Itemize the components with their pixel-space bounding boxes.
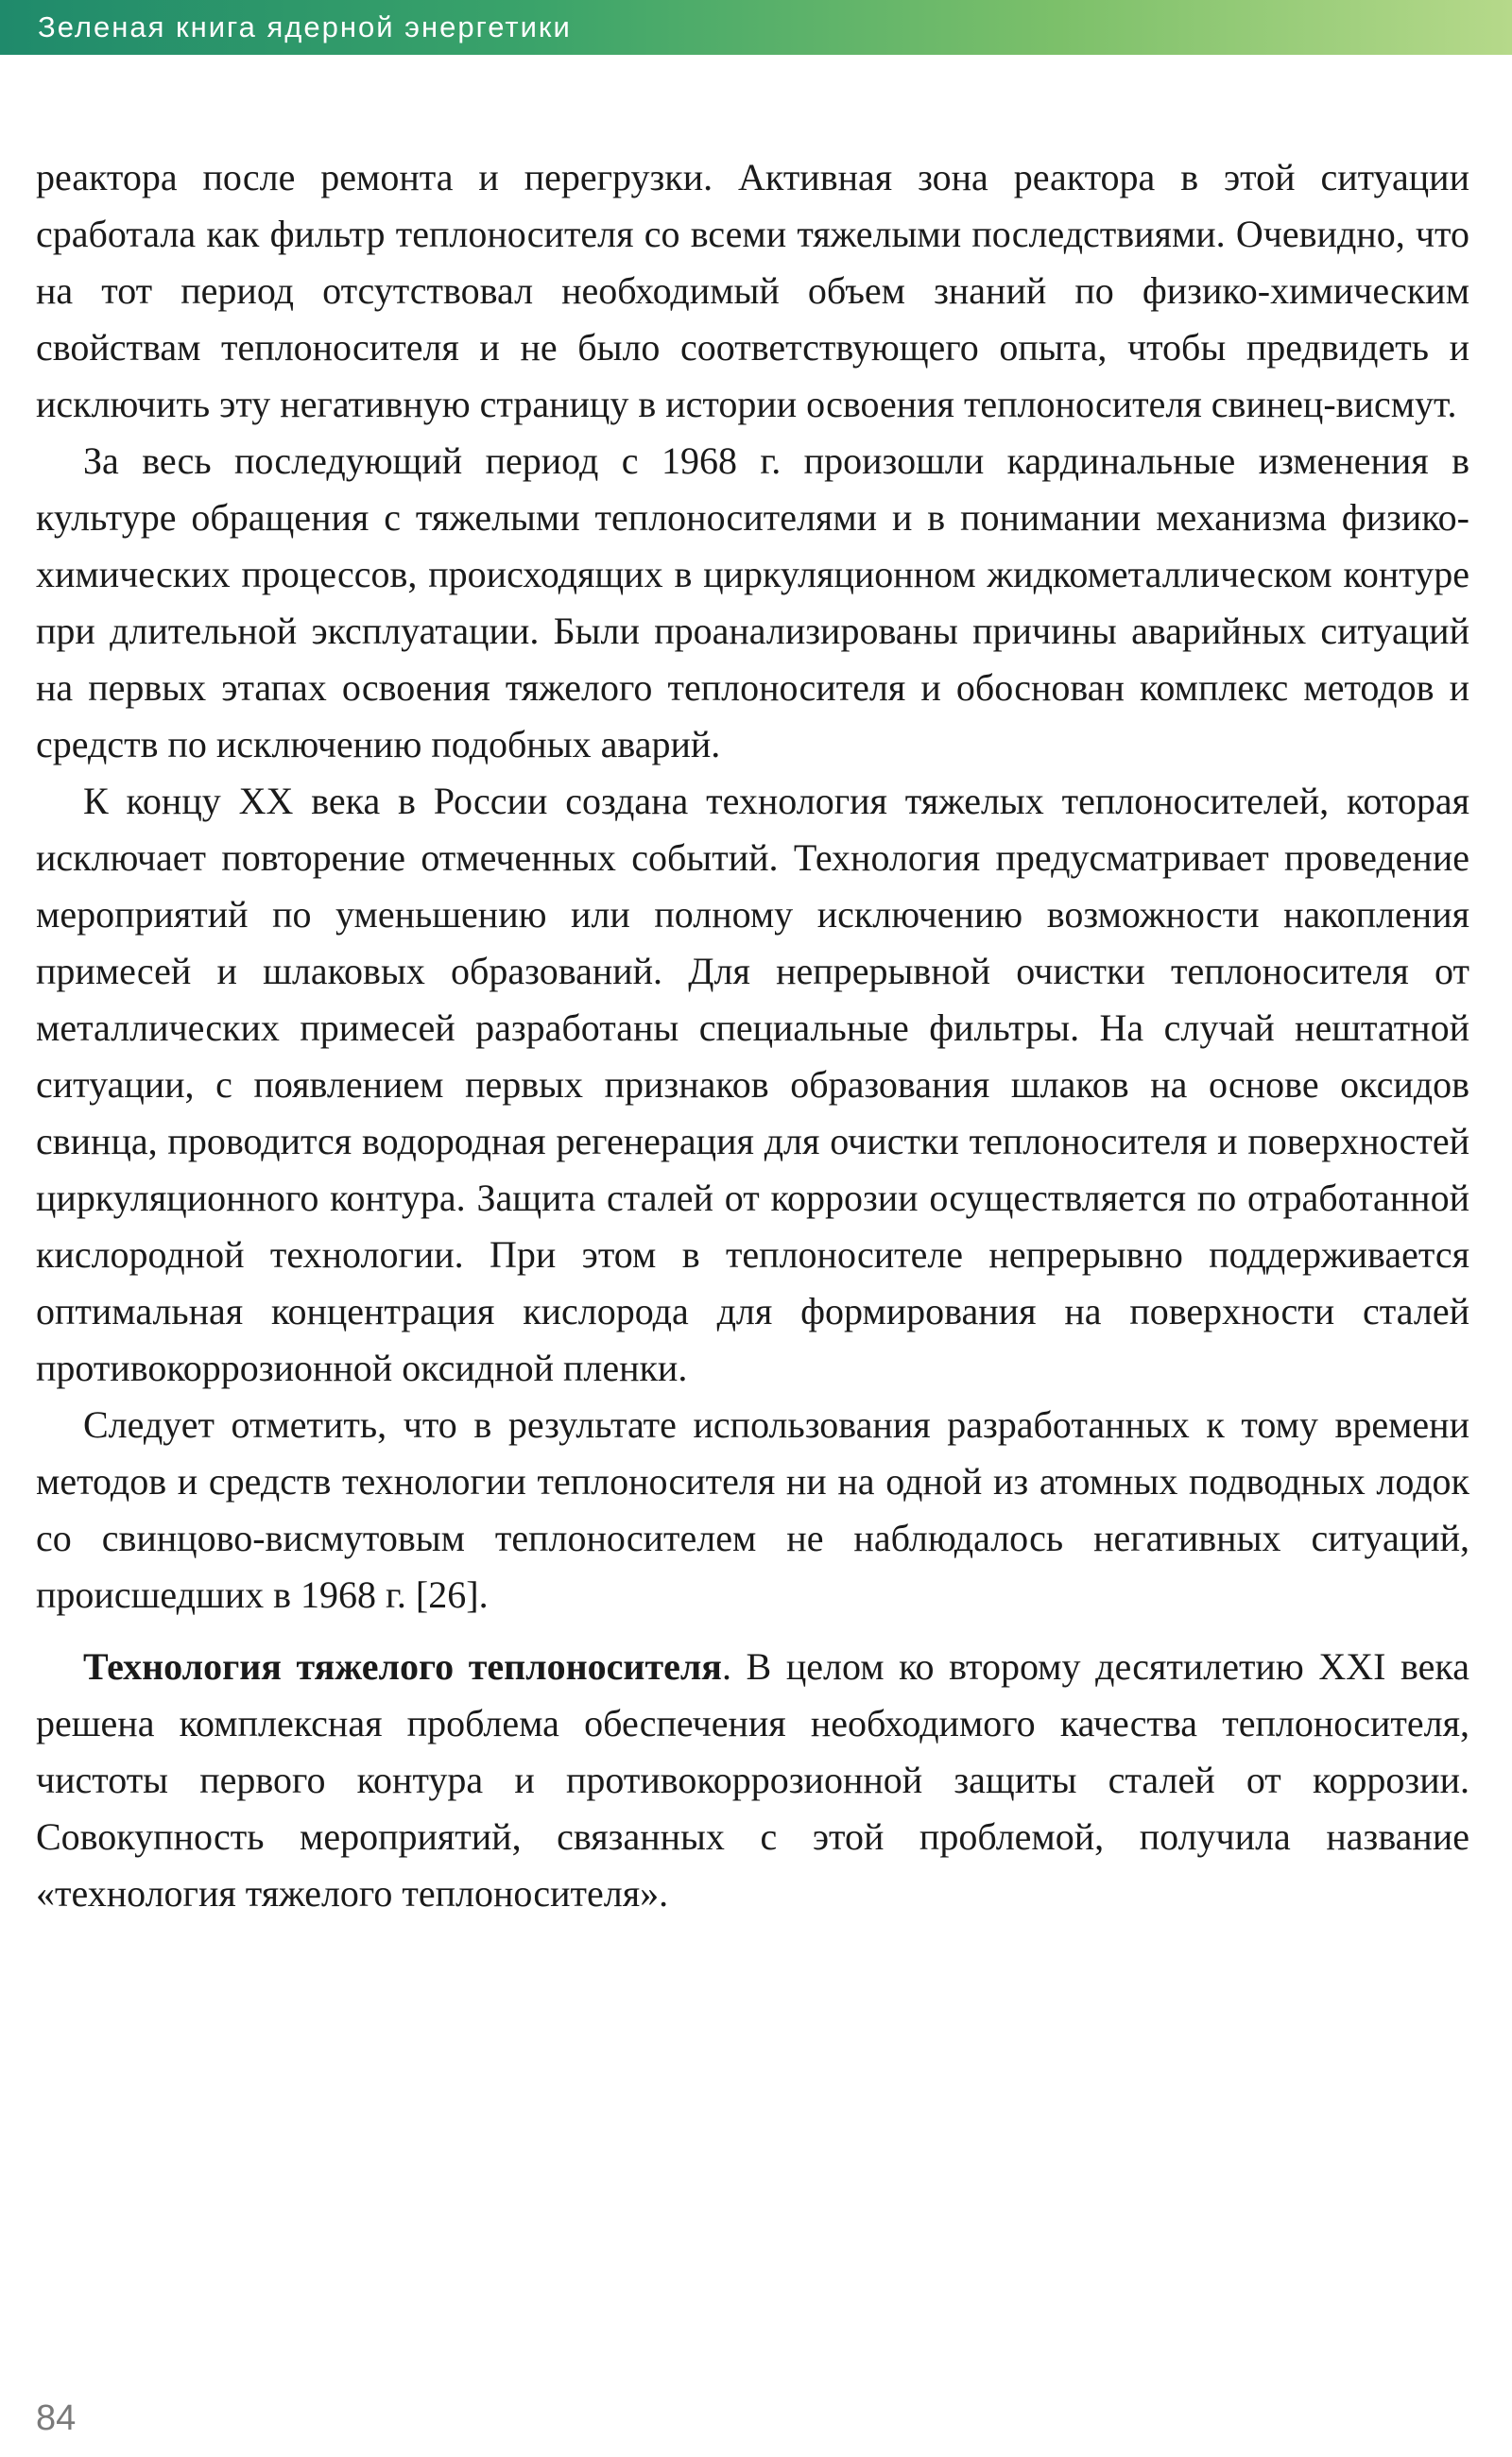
- paragraph-5-heading: Технология тяжелого теплоносителя: [83, 1645, 722, 1688]
- paragraph-4: Следует отметить, что в результате использования разработанных к тому времени методов и средств технологии теплоносителя ни на одной из атомных подводных лодок со свинцово-висмутовым теплоносителем не наблюдалось негативных ситуаций, происшедших в 1968 г. [26].: [36, 1403, 1469, 1616]
- paragraph-2: За весь последующий период с 1968 г. произошли кардинальные изменения в культуре обращения с тяжелыми теплоносителями и в понимании механизма физико-химических процессов, происходящих в циркуляционном жидкометаллическом контуре при длительной эксплуатации. Были проанализированы причины аварийных ситуаций на первых этапах освоения тяжелого теплоносителя и обоснован комплекс методов и средств по исключению подобных аварий.: [36, 439, 1469, 765]
- paragraph-5: [36, 1639, 1469, 1922]
- page-number: 84: [36, 2398, 77, 2438]
- running-header-title: Зеленая книга ядерной энергетики: [38, 10, 572, 43]
- paragraph-1: реактора после ремонта и перегрузки. Активная зона реактора в этой ситуации сработала как фильтр теплоносителя со всеми тяжелыми последствиями. Очевидно, что на тот период отсутствовал необходимый объем знаний по физико-химическим свойствам теплоносителя и не было соответствующего опыта, чтобы предвидеть и исключить эту негативную страницу в истории освоения теплоносителя свинец-висмут.: [36, 156, 1469, 425]
- header-band: [0, 0, 1512, 55]
- paragraph-5-text: . В целом ко второму десятилетию XXI века решена комплексная проблема обеспечения необходимого качества теплоносителя, чистоты первого контура и противокоррозионной защиты сталей от коррозии. Совокупность мероприятий, связанных с этой проблемой, получила название «технология тяжелого теплоносителя».: [36, 1645, 1470, 1915]
- paragraph-3: К концу XX века в России создана технология тяжелых теплоносителей, которая исключает повторение отмеченных событий. Технология предусматривает проведение мероприятий по уменьшению или полному исключению возможности накопления примесей и шлаковых образований. Для непрерывной очистки теплоносителя от металлических примесей разработаны специальные фильтры. На случай нештатной ситуации, с появлением первых признаков образования шлаков на основе оксидов свинца, проводится водородная регенерация для очистки теплоносителя и поверхностей циркуляционного контура. Защита сталей от коррозии осуществляется по отработанной кислородной технологии. При этом в теплоносителе непрерывно поддерживается оптимальная концентрация кислорода для формирования на поверхности сталей противокоррозионной оксидной пленки.: [36, 780, 1469, 1389]
- page-body: [36, 149, 1469, 1922]
